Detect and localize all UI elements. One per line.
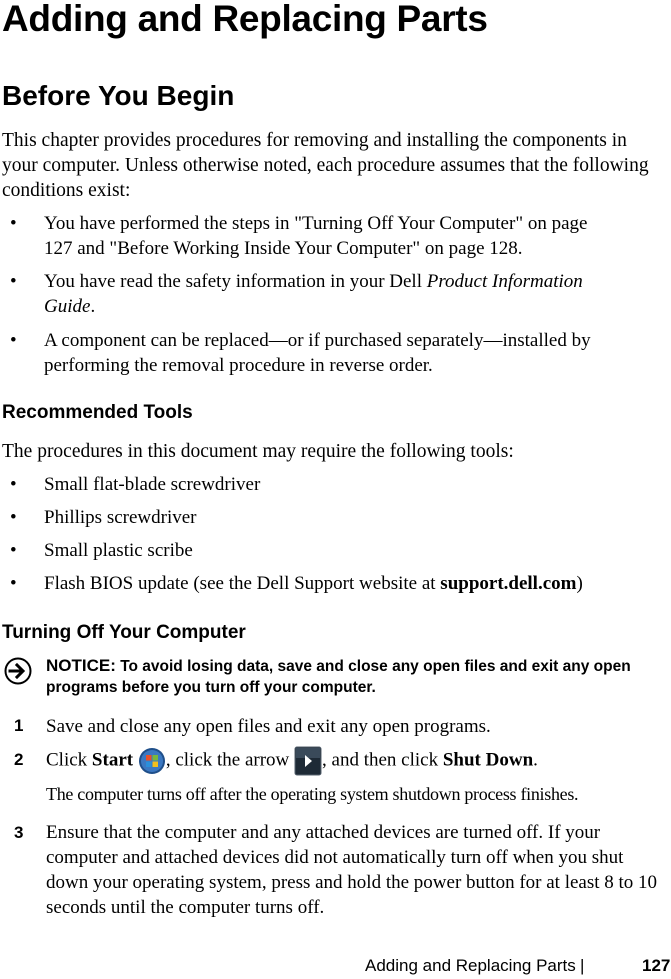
tool-item: Flash BIOS update (see the Dell Support website at support.dell.com) [44,573,583,594]
bullet: • [10,540,17,561]
list-item-text: A component can be replaced—or if purchased separately—installed by performing the removal procedure in reverse order. [44,330,591,376]
arrow-icon [294,746,322,776]
list-item [10,571,650,596]
bullet: • [10,271,17,292]
step-text: Save and close any open files and exit any open programs. [46,716,491,737]
shut-down-label: Shut Down [442,749,534,771]
turnoff-heading: Turning Off Your Computer [2,622,246,643]
list-item-text: You have read the safety information in your Dell Product Information Guide. [44,271,583,317]
tools-heading: Recommended Tools [2,402,193,423]
notice-label: NOTICE: [46,656,116,675]
notice-icon [4,657,32,685]
list-item [10,538,650,563]
bullet: • [10,213,17,234]
list-item-text: You have performed the steps in "Turning Off Your Computer" on page 127 and "Before Working Inside Your Computer" on page 128. [44,213,588,259]
list-item [10,211,650,261]
notice-text: NOTICE: To avoid losing data, save and close any open files and exit any open programs before you turn off your computer. [46,656,631,696]
bullet: • [10,330,17,351]
product-info-guide: Product Information Guide [44,271,583,317]
start-label: Start [91,749,134,771]
tool-item: Phillips screwdriver [44,507,197,528]
tools-intro: The procedures in this document may require the following tools: [2,441,514,462]
section-heading: Before You Begin [2,80,235,111]
support-link[interactable]: support.dell.com [440,573,577,594]
tool-item: Small flat-blade screwdriver [44,474,261,495]
windows-start-icon [138,747,166,775]
step-number: 1 [14,716,24,735]
page-number: 127 [642,956,671,975]
bullet: • [10,474,17,495]
intro-paragraph: This chapter provides procedures for removing and installing the components in your computer. Unless otherwise noted, each procedure assumes that the following conditions exist: [2,130,649,201]
step-text: Ensure that the computer and any attached devices are turned off. If your computer and attached devices did not automatically turn off when you shut down your operating system, press and hold the power button for at least 8 to 10 seconds until the computer turns off. [46,822,658,918]
footer-title: Adding and Replacing Parts [365,956,576,975]
step-text: Click Start , click the arrow , and then click Shut Down. [46,746,666,776]
page-title: Adding and Replacing Parts [2,0,488,39]
list-item [10,505,650,530]
list-item [10,328,650,378]
step-number: 2 [14,750,24,769]
list-item [10,269,650,319]
footer-separator: | [580,956,585,975]
bullet: • [10,507,17,528]
step-note: The computer turns off after the operating system shutdown process finishes. [46,784,579,804]
tool-item: Small plastic scribe [44,540,193,561]
list-item [10,472,650,497]
bullet: • [10,573,17,594]
step-number: 3 [14,823,24,842]
